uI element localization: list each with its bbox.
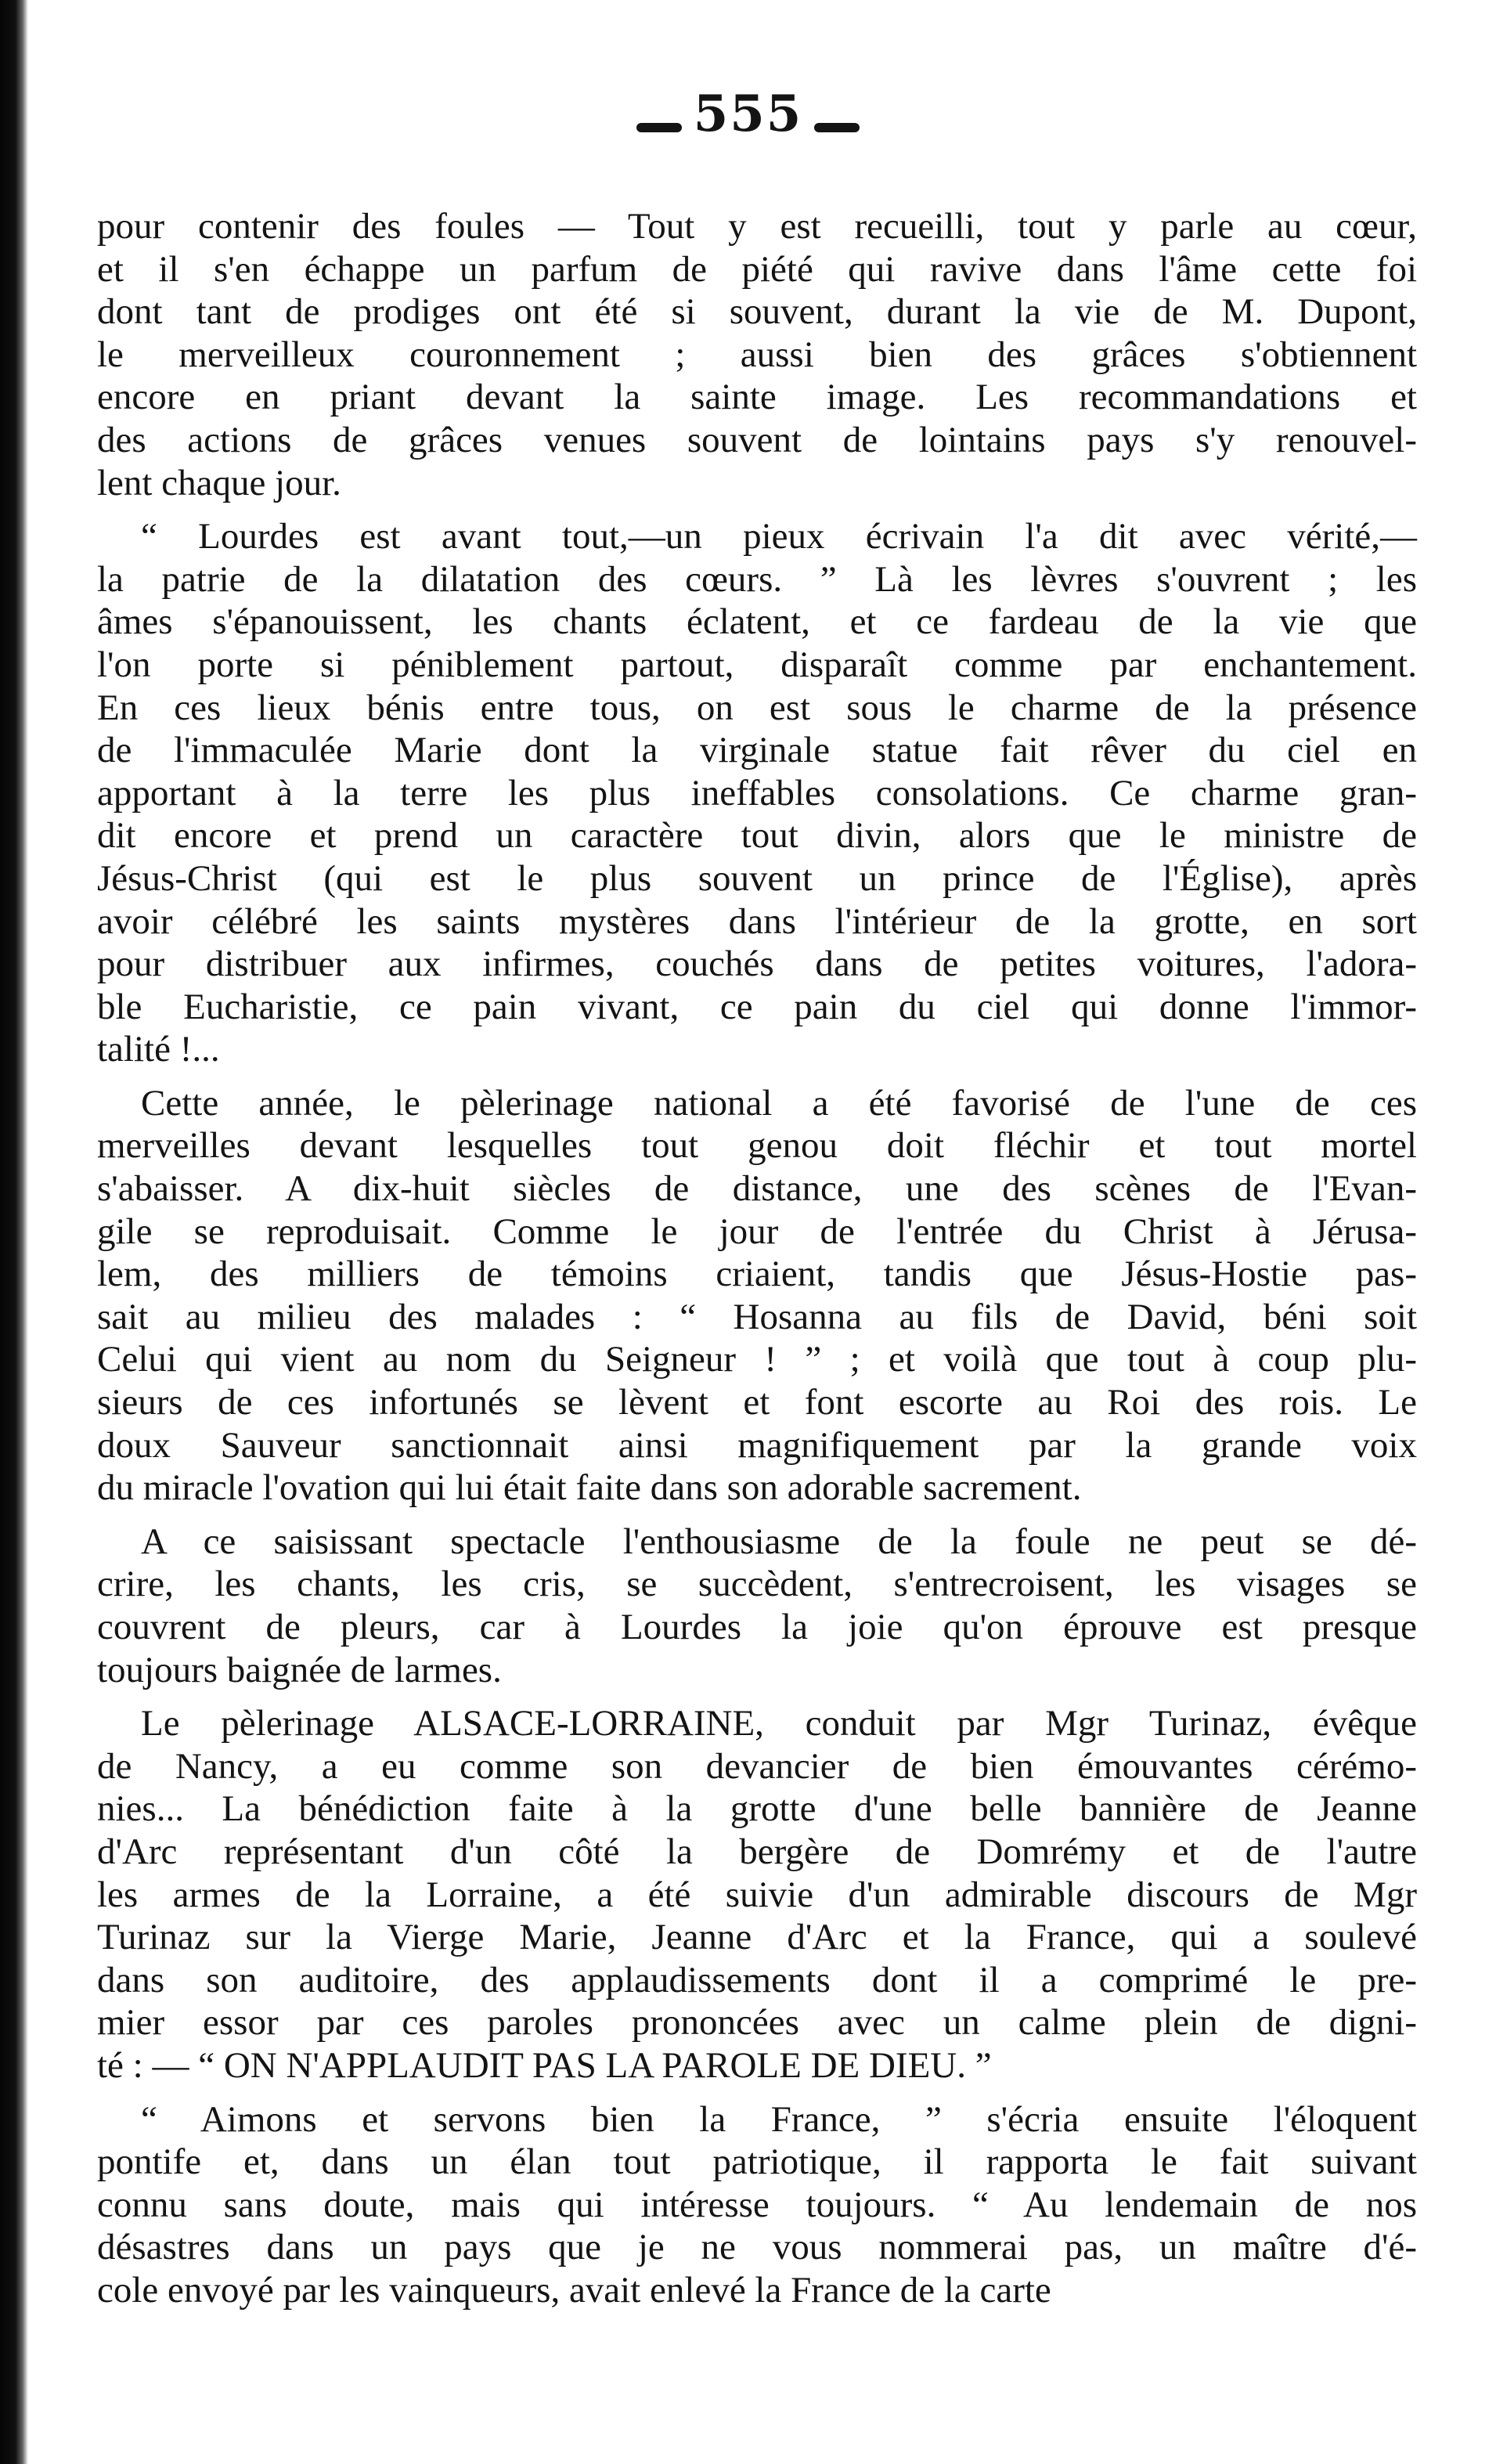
text-line: avoir célébré les saints mystères dans l'intérieur de la grotte, en sort <box>97 900 1417 942</box>
page-number: 555 <box>693 85 803 143</box>
text-line: “ Lourdes est avant tout,—un pieux écrivain l'a dit avec vérité,— <box>141 516 1417 557</box>
text-line: connu sans doute, mais qui intéresse toujours. “ Au lendemain de nos <box>97 2184 1417 2225</box>
text-line: sieurs de ces infortunés se lèvent et font escorte au Roi des rois. Le <box>97 1382 1417 1423</box>
text-line: gile se reproduisait. Comme le jour de l'entrée du Christ à Jérusa- <box>97 1210 1417 1252</box>
text-line: la patrie de la dilatation des cœurs. ” Là les lèvres s'ouvrent ; les <box>97 558 1417 600</box>
text-line: désastres dans un pays que je ne vous nommerai pas, un maître d'é- <box>97 2227 1417 2268</box>
text-line: dont tant de prodiges ont été si souvent, durant la vie de M. Dupont, <box>97 291 1417 333</box>
paragraph-gap <box>97 1071 1417 1082</box>
text-line: ble Eucharistie, ce pain vivant, ce pain du ciel qui donne l'immor- <box>97 986 1417 1027</box>
text-line: doux Sauveur sanctionnait ainsi magnifiquement par la grande voix <box>97 1424 1417 1466</box>
text-line: de Nancy, a eu comme son devancier de bien émouvantes cérémo- <box>97 1745 1417 1787</box>
left-dash-ornament <box>636 123 682 132</box>
paragraph-gap <box>97 504 1417 515</box>
text-line: les armes de la Lorraine, a été suivie d'un admirable discours de Mgr <box>97 1874 1417 1915</box>
page-header <box>0 85 1496 143</box>
paragraph-gap <box>97 2087 1417 2098</box>
text-line: pour contenir des foules — Tout y est recueilli, tout y parle au cœur, <box>97 206 1417 247</box>
paragraph <box>97 1082 1417 1510</box>
text-line: s'abaisser. A dix-huit siècles de distance, une des scènes de l'Evan- <box>97 1168 1417 1210</box>
text-line: Celui qui vient au nom du Seigneur ! ” ; et voilà que tout à coup plu- <box>97 1339 1417 1380</box>
paragraph-gap <box>97 1510 1417 1521</box>
text-line: lem, des milliers de témoins criaient, tandis que Jésus-Hostie pas- <box>97 1254 1417 1295</box>
text-line: “ Aimons et servons bien la France, ” s'écria ensuite l'éloquent <box>141 2098 1417 2140</box>
text-line: pontife et, dans un élan tout patriotique, il rapporta le fait suivant <box>97 2141 1417 2183</box>
text-line: couvrent de pleurs, car à Lourdes la joie qu'on éprouve est presque <box>97 1607 1417 1647</box>
text-line: Turinaz sur la Vierge Marie, Jeanne d'Arc et la France, qui a soulevé <box>97 1917 1417 1958</box>
text-line: mier essor par ces paroles prononcées avec un calme plein de digni- <box>97 2002 1417 2044</box>
text-line: lent chaque jour. <box>97 462 341 503</box>
text-line: merveilles devant lesquelles tout genou doit fléchir et tout mortel <box>97 1125 1417 1167</box>
text-line: toujours baignée de larmes. <box>97 1649 502 1690</box>
text-line: En ces lieux bénis entre tous, on est sous le charme de la présence <box>97 687 1417 728</box>
paragraph <box>97 1521 1417 1691</box>
paragraph <box>97 205 1417 504</box>
text-line: l'on porte si péniblement partout, disparaît comme par enchantement. <box>97 644 1417 685</box>
text-line: nies... La bénédiction faite à la grotte d'une belle bannière de Jeanne <box>97 1788 1417 1830</box>
text-line: le merveilleux couronnement ; aussi bien des grâces s'obtiennent <box>97 334 1417 375</box>
right-dash-ornament <box>814 123 860 132</box>
body-text <box>97 205 1417 2312</box>
text-line: apportant à la terre les plus ineffables consolations. Ce charme gran- <box>97 772 1417 814</box>
text-line: pour distribuer aux infirmes, couchés dans de petites voitures, l'adora- <box>97 943 1417 985</box>
paragraph <box>97 2098 1417 2312</box>
text-line: talité !... <box>97 1029 220 1070</box>
text-line: A ce saisissant spectacle l'enthousiasme de la foule ne peut se dé- <box>141 1521 1417 1562</box>
text-line: crire, les chants, les cris, se succèdent, s'entrecroisent, les visages se <box>97 1564 1417 1605</box>
text-line: dans son auditoire, des applaudissements dont il a comprimé le pre- <box>97 1959 1417 2000</box>
paragraph-gap <box>97 1691 1417 1702</box>
text-line: des actions de grâces venues souvent de lointains pays s'y renouvel- <box>97 419 1417 460</box>
text-line: sait au milieu des malades : “ Hosanna au fils de David, béni soit <box>97 1296 1417 1337</box>
text-line: de l'immaculée Marie dont la virginale statue fait rêver du ciel en <box>97 730 1417 771</box>
paragraph <box>97 1702 1417 2087</box>
text-line: Jésus-Christ (qui est le plus souvent un prince de l'Église), après <box>97 857 1417 899</box>
text-line: d'Arc représentant d'un côté la bergère de Domrémy et de l'autre <box>97 1831 1417 1872</box>
text-line: du miracle l'ovation qui lui était faite dans son adorable sacrement. <box>97 1467 1082 1509</box>
paragraph <box>97 515 1417 1071</box>
text-line: Le pèlerinage ALSACE-LORRAINE, conduit par Mgr Turinaz, évêque <box>141 1703 1417 1744</box>
text-line: encore en priant devant la sainte image. Les recommandations et <box>97 377 1417 418</box>
text-line: Cette année, le pèlerinage national a été favorisé de l'une de ces <box>141 1082 1417 1124</box>
text-line: âmes s'épanouissent, les chants éclatent, et ce fardeau de la vie que <box>97 601 1417 643</box>
text-line: et il s'en échappe un parfum de piété qui ravive dans l'âme cette foi <box>97 248 1417 290</box>
text-line: té : — “ ON N'APPLAUDIT PAS LA PAROLE DE DIEU. ” <box>97 2044 992 2086</box>
page-edge-shadow <box>0 0 28 2464</box>
text-line: dit encore et prend un caractère tout divin, alors que le ministre de <box>97 815 1417 857</box>
text-line: cole envoyé par les vainqueurs, avait enlevé la France de la carte <box>97 2269 1051 2311</box>
